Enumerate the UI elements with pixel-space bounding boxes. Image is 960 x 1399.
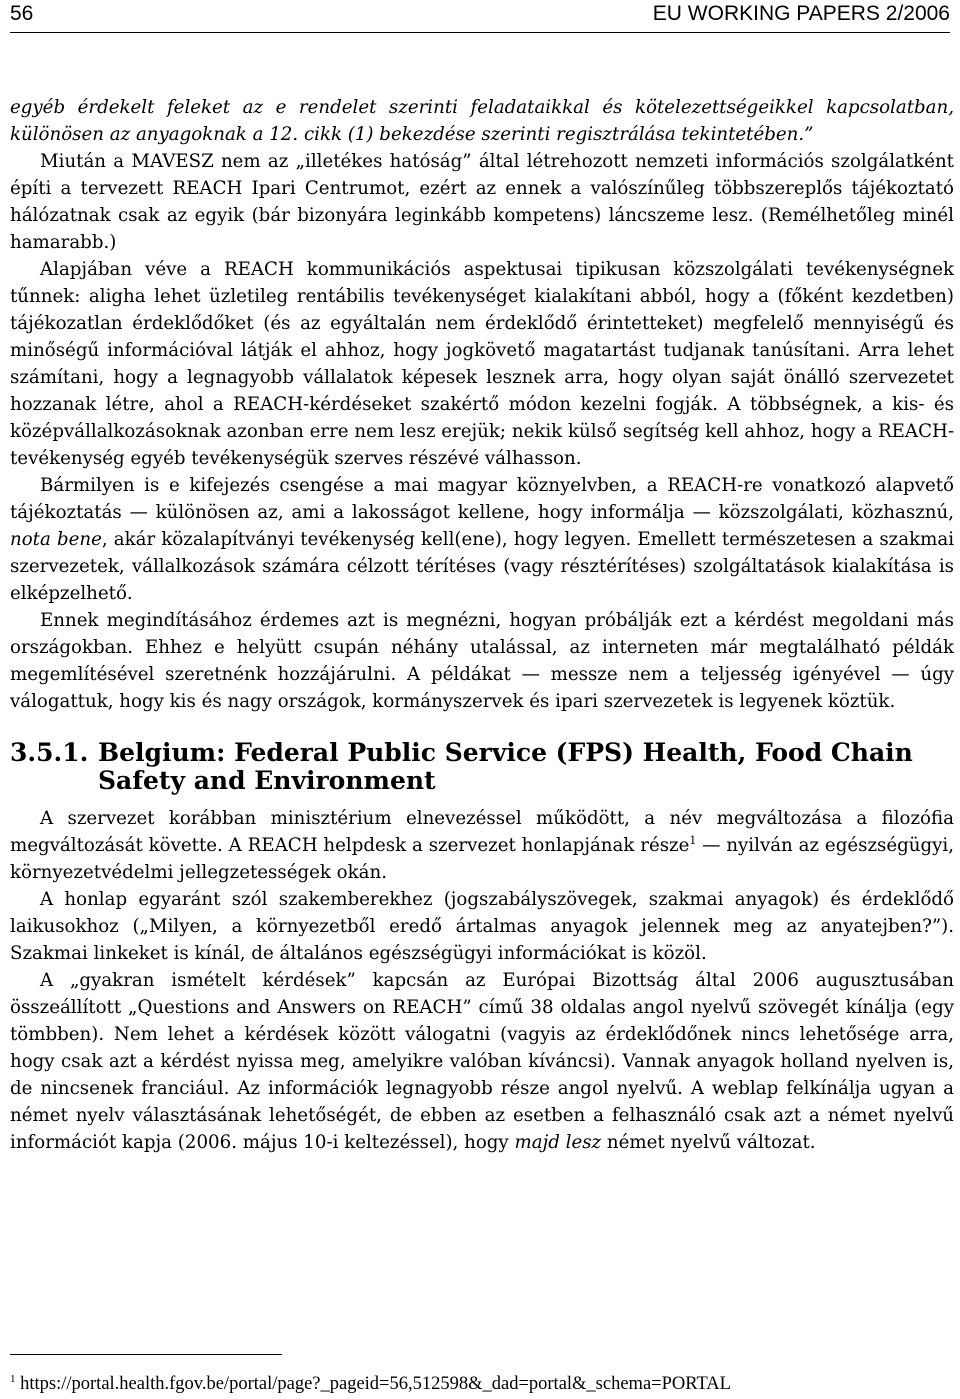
paragraph-text: A szervezet korábban minisztérium elnevezéssel működött, a név megváltozása a filozófia megváltozását követte. A REACH helpdesk a szervezet honlapjának része	[10, 808, 954, 856]
header-divider	[10, 32, 950, 33]
page-header	[10, 0, 950, 30]
footnote-reference[interactable]: 1	[689, 833, 697, 847]
footnote	[10, 1372, 954, 1396]
section-number: 3.5.1.	[10, 738, 89, 767]
page-number: 56	[10, 2, 34, 25]
body-paragraph-reach-communication: Alapjában véve a REACH kommunikációs aspektusai tipikusan közszolgálati tevékenységnek tűnnek: aligha lehet üzletileg rentábilis tevékenységet kialakítani abból, hogy a (főként kezdetben) tájékozatlan érdeklődőket (és az egyáltalán nem érdeklődő érintetteket) megfelelő mennyiségű és minőségű információval látják el ahhoz, hogy jogkövető magatartást tudjanak tanúsítani. Arra lehet számítani, hogy a legnagyobb vállalatok képesek lesznek arra, hogy olyan saját önálló szervezetet hozzanak létre, ahol a REACH-kérdéseket szakértő módon kezelni fogják. A többségnek, a kis- és középvállalkozásoknak azonban erre nem lesz erejük; nekik külső segítség kell ahhoz, hogy a REACH-tevékenység egyéb tevékenységük szerves részévé válhasson.	[10, 259, 954, 469]
footnote-marker: 1	[10, 1372, 16, 1385]
paragraph-text: , akár közalapítványi tevékenység kell(ene), hogy legyen. Emellett természetesen a szakmai szervezetek, vállalkozások számára célzott térítéses (vagy résztérítéses) szolgáltatások kialakítása is elképzelhető.	[10, 529, 955, 604]
quoted-paragraph-continuation: egyéb érdekelt feleket az e rendelet szerinti feladataikkal és kötelezettségeikkel kapcsolatban, különösen az anyagoknak a 12. cikk (1) bekezdése szerinti regisztrálása tekintetében.”	[10, 97, 954, 145]
footnote-divider	[10, 1354, 282, 1355]
emphasis-text: majd lesz	[514, 1132, 602, 1153]
paragraph-text: Bármilyen is e kifejezés csengése a mai magyar köznyelvben, a REACH-re vonatkozó alapvető tájékoztatás — különösen az, ami a lakosságot kellene, hogy informálja — közszolgálati, közhasznú,	[10, 475, 954, 523]
body-paragraph-mavesz: Miután a MAVESZ nem az „illetékes hatóság” által létrehozott nemzeti információs szolgálatként építi a tervezett REACH Ipari Centrumot, ezért az ennek a valószínűleg többszereplős tájékoztató hálózatnak csak az egyik (bár bizonyára leginkább kompetens) láncszeme lesz. (Remélhetőleg minél hamarabb.)	[10, 151, 954, 253]
body-paragraph-faq	[10, 967, 954, 1156]
emphasis-text: nota bene	[10, 529, 102, 550]
body-paragraph-other-countries: Ennek megindításához érdemes azt is megnézni, hogyan próbálják ezt a kérdést megoldani más országokban. Ehhez e helyütt csupán néhány utalással, az interneten már megtalálható példák megemlítésével szeretnénk hozzájárulni. A példákat — messze nem a teljesség igényével — úgy válogattuk, hogy kis és nagy országok, kormányszervek és ipari szervezetek is legyenek köztük.	[10, 610, 954, 712]
section-title: Belgium: Federal Public Service (FPS) Health, Food Chain Safety and Environment	[98, 738, 913, 795]
paragraph-text: német nyelvű változat.	[601, 1132, 816, 1153]
running-title: EU WORKING PAPERS 2/2006	[652, 2, 950, 25]
footnote-url[interactable]: https://portal.health.fgov.be/portal/page?_pageid=56,512598&_dad=portal&_schema=PORTAL	[15, 1374, 731, 1394]
section-heading	[10, 739, 954, 795]
body-paragraph-public-service	[10, 472, 954, 607]
page-body	[10, 94, 954, 1156]
body-paragraph-organisation	[10, 805, 954, 886]
body-paragraph-website: A honlap egyaránt szól szakemberekhez (jogszabályszövegek, szakmai anyagok) és érdeklődő laikusokhoz („Milyen, a környezetből eredő ártalmas anyagok jelennek meg az anyatejben?”). Szakmai linkeket is kínál, de általános egészségügyi információkat is közöl.	[10, 889, 954, 964]
paragraph-text: — nyilván az egészségügyi, környezetvédelmi jellegzetességek okán.	[10, 835, 954, 883]
paragraph-text: A „gyakran ismételt kérdések” kapcsán az Európai Bizottság által 2006 augusztusában összeállított „Questions and Answers on REACH” című 38 oldalas angol nyelvű szövegét kínálja (egy tömbben). Nem lehet a kérdések között válogatni (vagyis az érdeklődőnek nincs lehetősége arra, hogy csak azt a kérdést nyissa meg, amelyikre valóban kíváncsi). Vannak anyagok holland nyelven is, de nincsenek franciául. Az információk legnagyobb része angol nyelvű. A weblap felkínálja ugyan a német nyelv választásának lehetőségét, de ebben az esetben a felhasználó csak azt a német nyelvű információt kapja (2006. május 10-i keltezéssel), hogy	[10, 970, 954, 1153]
